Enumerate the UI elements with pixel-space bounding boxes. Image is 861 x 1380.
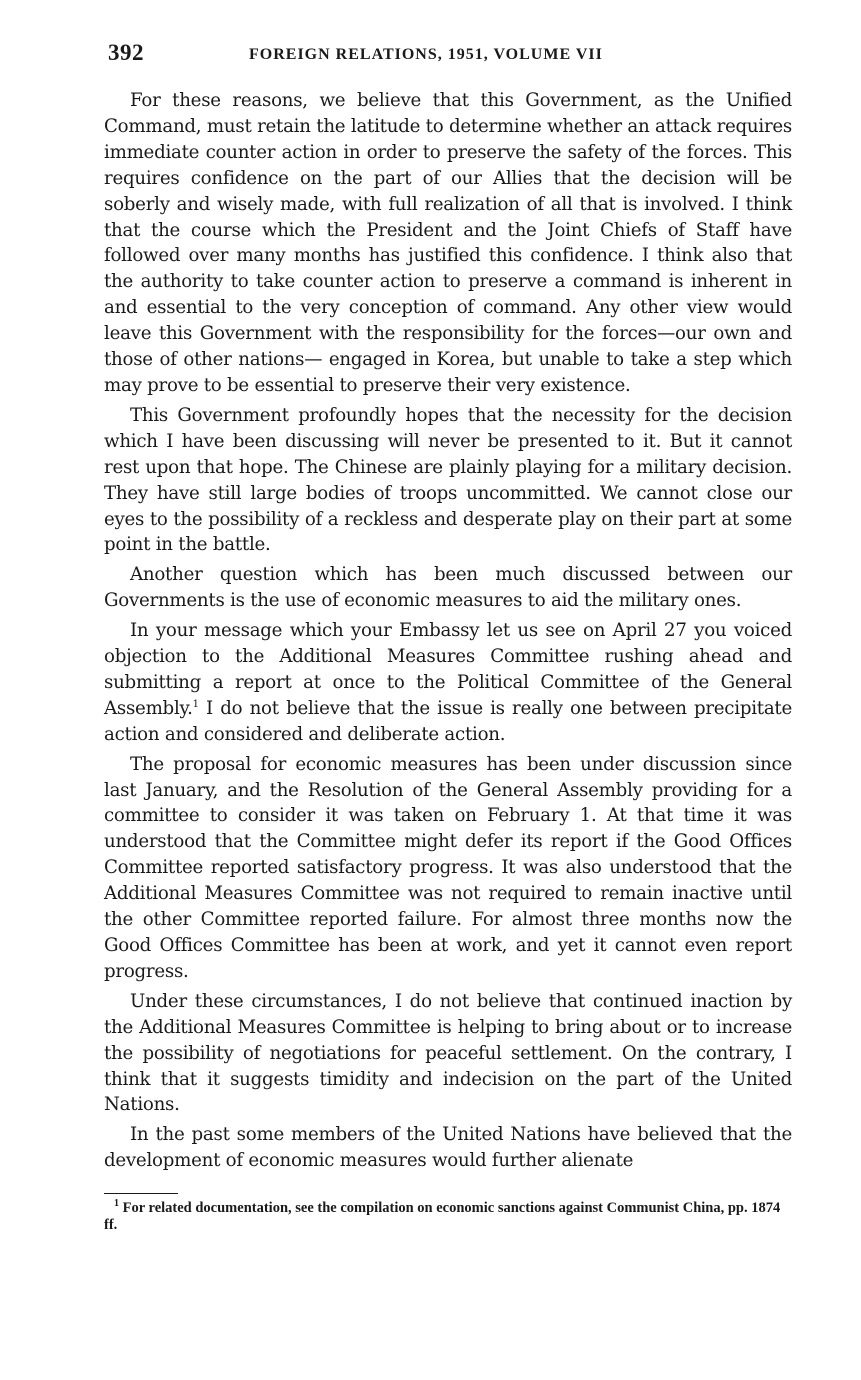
paragraph-text-continued: I do not believe that the issue is really one between precipitate action and considered and deliberate action. <box>104 697 792 745</box>
running-head: FOREIGN RELATIONS, 1951, VOLUME VII <box>249 46 603 63</box>
paragraph: For these reasons, we believe that this Government, as the Unified Command, must retain the latitude to determine whether an attack requires immediate counter action in order to preserve the safety of the forces. This requires confidence on the part of our Allies that the decision will be soberly and wisely made, with full realization of all that is involved. I think that the course which the President and the Joint Chiefs of Staff have followed over many months has justified this confidence. I think also that the authority to take counter action to preserve a command is inherent in and essential to the very conception of command. Any other view would leave this Government with the responsibility for the forces—our own and those of other nations— engaged in Korea, but unable to take a step which may prove to be essential to preserve their very existence. <box>104 90 792 396</box>
page-number: 392 <box>108 40 144 65</box>
paragraph: Under these circumstances, I do not believe that continued inaction by the Additional Measures Committee is helping to bring about or to increase the possibility of negotiations for peaceful settlement. On the contrary, I think that it suggests timidity and indecision on the part of the United Nations. <box>104 990 792 1116</box>
footnote-text: For related documentation, see the compilation on economic sanctions against Communist China, pp. 1874 ff. <box>104 1200 781 1233</box>
paragraph: In the past some members of the United Nations have believed that the development of economic measures would further alienate <box>104 1124 792 1172</box>
paragraph-text: In your message which your Embassy let us see on April 27 you voiced objection to the Additional Measures Committee rushing ahead and submitting a report at once to the Political Committee of the General Assembly. <box>104 620 792 719</box>
paragraph: Another question which has been much discussed between our Governments is the use of economic measures to aid the military ones. <box>104 564 792 612</box>
footnote-marker: 1 <box>114 1198 119 1210</box>
page-header <box>104 40 794 70</box>
footnote-reference: 1 <box>192 698 199 710</box>
paragraph: This Government profoundly hopes that the necessity for the decision which I have been discussing will never be presented to it. But it cannot rest upon that hope. The Chinese are plainly playing for a military decision. They have still large bodies of troops uncommitted. We cannot close our eyes to the possibility of a reckless and desperate play on their part at some point in the battle. <box>104 404 792 556</box>
paragraph: The proposal for economic measures has been under discussion since last January, and the Resolution of the General Assembly providing for a committee to consider it was taken on February 1. At that time it was understood that the Committee might defer its report if the Good Offices Committee reported satisfactory progress. It was also understood that the Additional Measures Committee was not required to remain inactive until the other Committee reported failure. For almost three months now the Good Offices Committee has been at work, and yet it cannot even report progress. <box>104 753 792 982</box>
body-text <box>104 88 792 1178</box>
footnote-divider <box>104 1193 178 1194</box>
footnote <box>104 1200 792 1234</box>
paragraph-with-footnote <box>104 618 792 748</box>
